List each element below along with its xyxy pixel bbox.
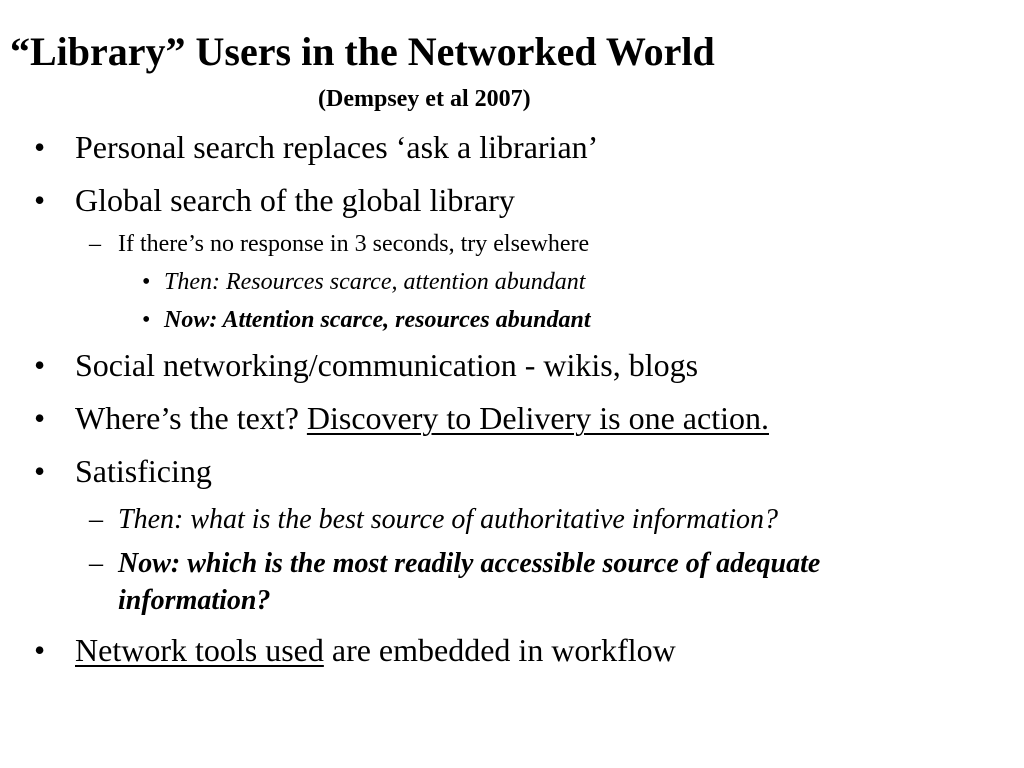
network-tools-link[interactable]: Network tools used [75,632,324,668]
slide-subtitle: (Dempsey et al 2007) [318,86,531,112]
bullet-personal-search: Personal search replaces ‘ask a librarian’ [75,129,599,165]
bullet-marker: • [142,307,151,333]
sub-bullet-response-time: If there’s no response in 3 seconds, try elsewhere [118,231,590,257]
bullet-marker: • [34,400,46,436]
bullet-satisficing: Satisficing [75,453,212,489]
sub-sub-bullet-now-attention: Now: Attention scarce, resources abundant [164,307,591,333]
slide-title: “Library” Users in the Networked World [10,29,715,74]
discovery-delivery-link[interactable]: Discovery to Delivery is one action. [306,400,769,436]
sub-sub-bullet-then-resources: Then: Resources scarce, attention abundant [164,269,586,295]
sub-bullet-now-accessible-line2: information? [118,585,271,616]
bullet-social-networking: Social networking/communication - wikis, blogs [75,347,699,383]
sub-bullet-now-accessible-line1: Now: which is the most readily accessible source of adequate [118,548,821,579]
network-tools-rest: are embedded in workflow [323,632,676,668]
dash-marker: – [89,231,101,257]
bullet-marker: • [34,347,46,383]
wheres-text-lead: Where’s the text? [75,400,307,436]
bullet-marker: • [34,129,46,165]
dash-marker: – [89,504,103,535]
bullet-marker: • [34,453,46,489]
bullet-network-tools [75,631,676,669]
bullet-wheres-the-text [75,399,769,437]
bullet-marker: • [142,269,151,295]
bullet-marker: • [34,182,46,218]
dash-marker: – [89,548,103,579]
bullet-global-search: Global search of the global library [75,182,515,218]
sub-bullet-then-best-source: Then: what is the best source of authoritative information? [118,504,779,535]
bullet-marker: • [34,632,46,668]
